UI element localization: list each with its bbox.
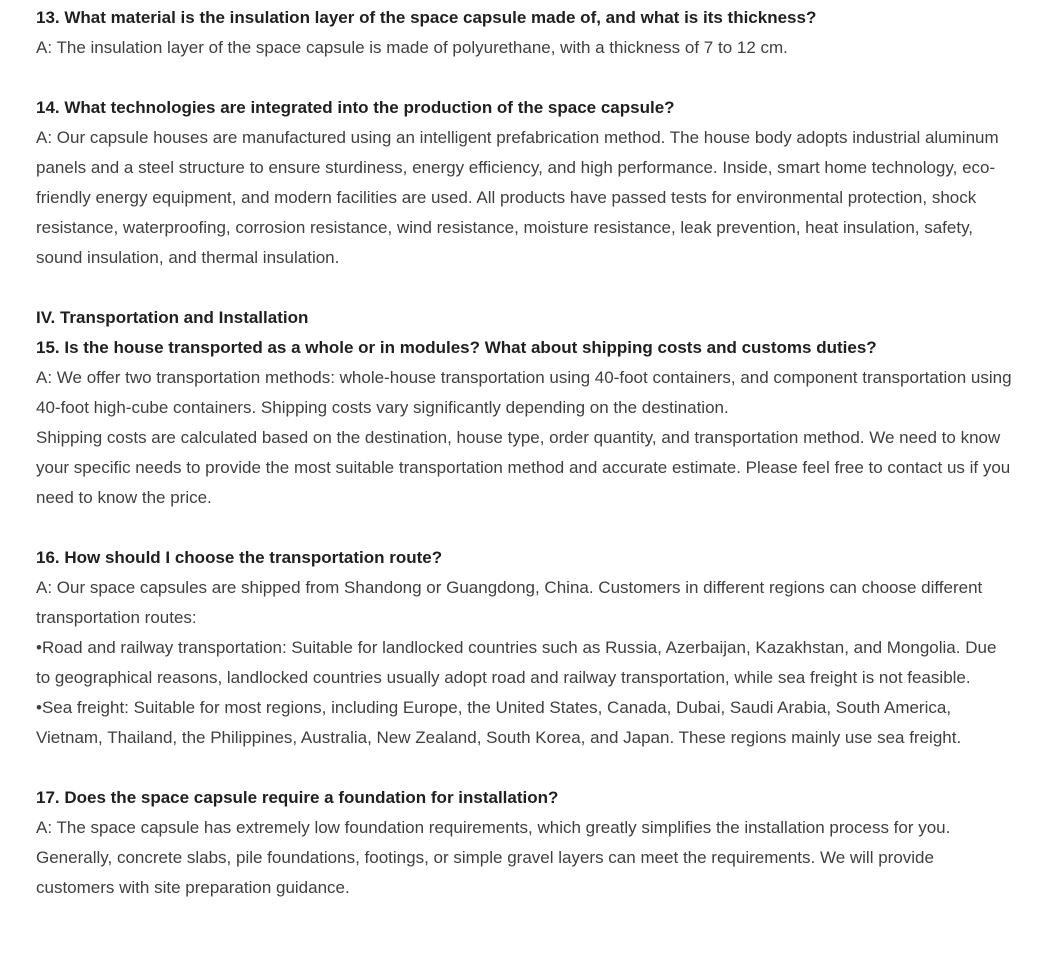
answer-16-bullet-sea-freight: •Sea freight: Suitable for most regions, including Europe, the United States, Canada, Dubai, Saudi Arabia, South America, Vietnam, Thailand, the Philippines, Australia, New Zealand, South Korea, and Japan. These regions mainly use sea freight. bbox=[36, 698, 962, 747]
answer-16-intro: A: Our space capsules are shipped from Shandong or Guangdong, China. Customers in different regions can choose different transportation routes: bbox=[36, 578, 983, 627]
question-16-heading: 16. How should I choose the transportation route? bbox=[36, 548, 443, 567]
question-14-heading: 14. What technologies are integrated into the production of the space capsule? bbox=[36, 98, 675, 117]
question-17-heading: 17. Does the space capsule require a foundation for installation? bbox=[36, 788, 559, 807]
question-15-heading: 15. Is the house transported as a whole or in modules? What about shipping costs and customs duties? bbox=[36, 338, 877, 357]
answer-14-paragraph: A: Our capsule houses are manufactured using an intelligent prefabrication method. The house body adopts industrial aluminum panels and a steel structure to ensure sturdiness, energy efficiency, and high performance. Inside, smart home technology, eco-friendly energy equipment, and modern facilities are used. All products have passed tests for environmental protection, shock resistance, waterproofing, corrosion resistance, wind resistance, moisture resistance, leak prevention, heat insulation, safety, sound insulation, and thermal insulation. bbox=[36, 128, 999, 267]
answer-16-bullet-road-rail: •Road and railway transportation: Suitable for landlocked countries such as Russia, Azerbaijan, Kazakhstan, and Mongolia. Due to geographical reasons, landlocked countries usually adopt road and railway transportation, while sea freight is not feasible. bbox=[36, 638, 997, 687]
section-4-heading: IV. Transportation and Installation bbox=[36, 308, 309, 327]
qa-block-15 bbox=[36, 303, 1014, 513]
answer-15-paragraph-1: A: We offer two transportation methods: whole-house transportation using 40-foot containers, and component transportation using 40-foot high-cube containers. Shipping costs vary significantly depending on the destination. bbox=[36, 368, 1012, 417]
qa-block-14 bbox=[36, 93, 1014, 273]
qa-block-16 bbox=[36, 543, 1014, 753]
qa-block-13 bbox=[36, 3, 1014, 63]
answer-15-paragraph-2: Shipping costs are calculated based on the destination, house type, order quantity, and transportation method. We need to know your specific needs to provide the most suitable transportation method and accurate estimate. Please feel free to contact us if you need to know the price. bbox=[36, 428, 1011, 507]
answer-13-paragraph: A: The insulation layer of the space capsule is made of polyurethane, with a thickness of 7 to 12 cm. bbox=[36, 38, 788, 57]
qa-block-17 bbox=[36, 783, 1014, 903]
question-13-heading: 13. What material is the insulation layer of the space capsule made of, and what is its thickness? bbox=[36, 8, 817, 27]
answer-17-paragraph: A: The space capsule has extremely low foundation requirements, which greatly simplifies the installation process for you. Generally, concrete slabs, pile foundations, footings, or simple gravel layers can meet the requirements. We will provide customers with site preparation guidance. bbox=[36, 818, 951, 897]
